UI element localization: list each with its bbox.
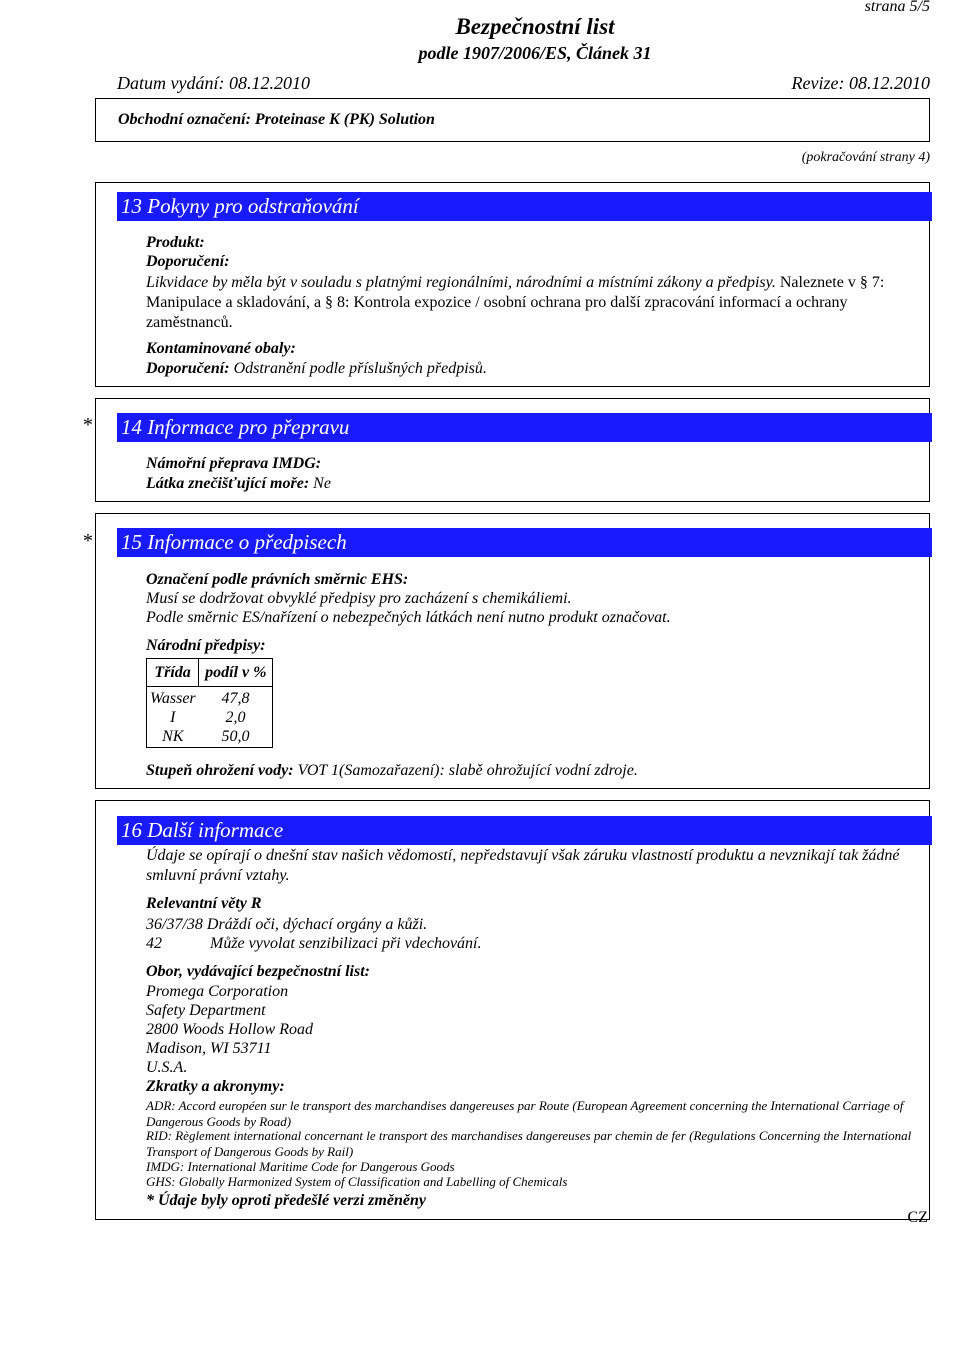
table-header-row — [147, 659, 273, 687]
table-header-class: Třída — [147, 659, 199, 687]
table-row — [147, 687, 273, 709]
issuer-line: Promega Corporation — [146, 983, 289, 1000]
section-15-title: 15 Informace o předpisech — [117, 528, 932, 557]
table-cell-share: 2,0 — [199, 708, 273, 727]
packaging-recommendation — [146, 360, 487, 378]
section-14-title: 14 Informace pro přepravu — [117, 413, 932, 442]
continued-note: (pokračování strany 4) — [801, 150, 930, 165]
table-cell-class: Wasser — [147, 687, 199, 709]
abbreviation-adr: ADR: Accord européen sur le transport des marchandises dangereuses par Route (European Agreement concerning the International Carriage of Dangerous Goods by Road) — [146, 1098, 904, 1129]
disposal-text-1: Likvidace by měla být v souladu s platnými regionálními, národními a místními zákony a předpisy. — [146, 274, 776, 291]
revision-date: Revize: 08.12.2010 — [791, 73, 930, 93]
abbreviation-ghs: GHS: Globally Harmonized System of Classification and Labelling of Chemicals — [146, 1174, 568, 1189]
abbreviation-imdg: IMDG: International Maritime Code for Dangerous Goods — [146, 1159, 455, 1174]
issuer-label: Obor, vydávající bezpečnostní list: — [146, 963, 370, 980]
table-cell-class: NK — [147, 727, 199, 748]
section-16-title: 16 Další informace — [117, 816, 932, 845]
language-code: CZ — [907, 1209, 928, 1226]
r-phrase-2-text: Může vyvolat senzibilizaci při vdechování. — [210, 935, 482, 952]
table-cell-share: 47,8 — [199, 687, 273, 709]
section-13-title: 13 Pokyny pro odstraňování — [117, 192, 932, 221]
packaging-rec-value: Odstranění podle příslušných předpisů. — [233, 360, 487, 377]
marine-pollutant-label: Látka znečišťující moře: — [146, 475, 310, 492]
packaging-rec-label: Doporučení: — [146, 360, 230, 377]
product-name: Obchodní označení: Proteinase K (PK) Solution — [118, 111, 435, 128]
document-title: Bezpečnostní list — [455, 14, 615, 39]
table-cell-class: I — [147, 708, 199, 727]
issuer-line: Madison, WI 53711 — [146, 1040, 272, 1057]
product-name-box — [95, 98, 930, 142]
ehs-label: Označení podle právních směrnic EHS: — [146, 571, 409, 588]
disposal-text-2: Naleznete v § 7: Manipulace a skladování, a § 8: Kontrola expozice / osobní ochrana pro další zpracování informací a ochrany zaměstnanců. — [146, 274, 885, 331]
changed-note: * Údaje byly oproti předešlé verzi změněny — [146, 1192, 426, 1209]
issue-date: Datum vydání: 08.12.2010 — [117, 73, 310, 93]
national-regulations-table — [146, 658, 273, 748]
r-phrases-label: Relevantní věty R — [146, 895, 262, 912]
water-hazard — [146, 762, 638, 780]
section-15-changed-marker: * — [82, 530, 92, 552]
issuer-line: U.S.A. — [146, 1059, 188, 1076]
marine-pollutant-value: Ne — [313, 475, 331, 492]
ehs-line-1: Musí se dodržovat obvyklé předpisy pro zacházení s chemikáliemi. — [146, 590, 572, 607]
water-hazard-label: Stupeň ohrožení vody: — [146, 762, 294, 779]
r-phrase-2-code: 42 — [146, 935, 162, 952]
page-number: strana 5/5 — [864, 0, 930, 15]
r-phrase-1: 36/37/38 Dráždí oči, dýchací orgány a kůži. — [146, 916, 428, 933]
abbreviations-label: Zkratky a akronymy: — [146, 1078, 285, 1095]
r-phrase-2 — [146, 935, 481, 953]
recommendation-label: Doporučení: — [146, 253, 230, 270]
marine-pollutant — [146, 475, 331, 493]
issuer-line: Safety Department — [146, 1002, 266, 1019]
issuer-line: 2800 Woods Hollow Road — [146, 1021, 313, 1038]
ehs-line-2: Podle směrnic ES/nařízení o nebezpečných látkách není nutno produkt označovat. — [146, 609, 671, 626]
abbreviation-rid: RID: Règlement international concernant le transport des marchandises dangereuses par chemin de fer (Regulations Concerning the International Transport of Dangerous Goods by Rail) — [146, 1128, 912, 1159]
section-14-changed-marker: * — [82, 414, 92, 436]
table-row — [147, 708, 273, 727]
product-label: Produkt: — [146, 234, 205, 251]
table-cell-share: 50,0 — [199, 727, 273, 748]
packaging-label: Kontaminované obaly: — [146, 340, 296, 357]
disposal-text — [146, 273, 932, 333]
table-row — [147, 727, 273, 748]
water-hazard-value: VOT 1(Samozařazení): slabě ohrožující vodní zdroje. — [297, 762, 638, 779]
table-header-share: podíl v % — [199, 659, 273, 687]
document-subtitle: podle 1907/2006/ES, Článek 31 — [418, 43, 652, 63]
imdg-label: Námořní přeprava IMDG: — [146, 455, 322, 472]
disclaimer: Údaje se opírají o dnešní stav našich vědomostí, nepředstavují však záruku vlastností produktu a nevznikají tak žádné smluvní právní vztahy. — [146, 847, 900, 884]
national-regulations-label: Národní předpisy: — [146, 637, 266, 654]
